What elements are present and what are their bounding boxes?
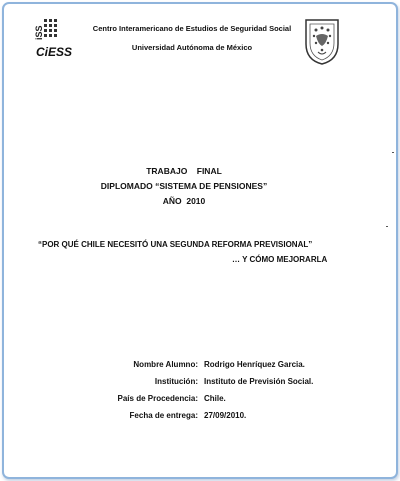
title-line-2: DIPLOMADO “SISTEMA DE PENSIONES” [100, 181, 268, 191]
info-value: Chile. [204, 394, 226, 403]
info-value: Rodrigo Henríquez Garcia. [204, 360, 305, 369]
document-page [2, 2, 398, 479]
info-row [74, 407, 313, 424]
student-info [74, 356, 313, 424]
info-label: Institución: [154, 377, 198, 386]
info-label: País de Procedencia: [117, 394, 198, 403]
title-line-1: TRABAJO FINAL [146, 166, 222, 176]
info-value: Instituto de Previsión Social. [204, 377, 314, 386]
unam-seal-icon [302, 16, 342, 66]
scan-speck [386, 226, 388, 227]
question-line-2: … Y CÓMO MEJORARLA [232, 255, 328, 264]
question-line-1: “POR QUÉ CHILE NECESITÓ UNA SEGUNDA REFORMA PREVISIONAL” [38, 240, 313, 249]
info-row [74, 390, 313, 407]
info-value: 27/09/2010. [204, 411, 247, 420]
ciess-logo-text: CiESS [36, 45, 73, 59]
header-institution-2: Universidad Autónoma de México [131, 43, 253, 52]
info-row [74, 373, 313, 390]
title-line-3: AÑO 2010 [162, 196, 206, 206]
title-block [84, 164, 284, 209]
svg-text:iSS: iSS [34, 25, 44, 40]
ciess-logo-icon [34, 16, 80, 62]
info-row [74, 356, 313, 373]
scan-speck [392, 152, 394, 153]
info-label: Fecha de entrega: [129, 411, 198, 420]
header-institution-1: Centro Interamericano de Estudios de Seguridad Social [92, 24, 292, 33]
info-label: Nombre Alumno: [133, 360, 198, 369]
